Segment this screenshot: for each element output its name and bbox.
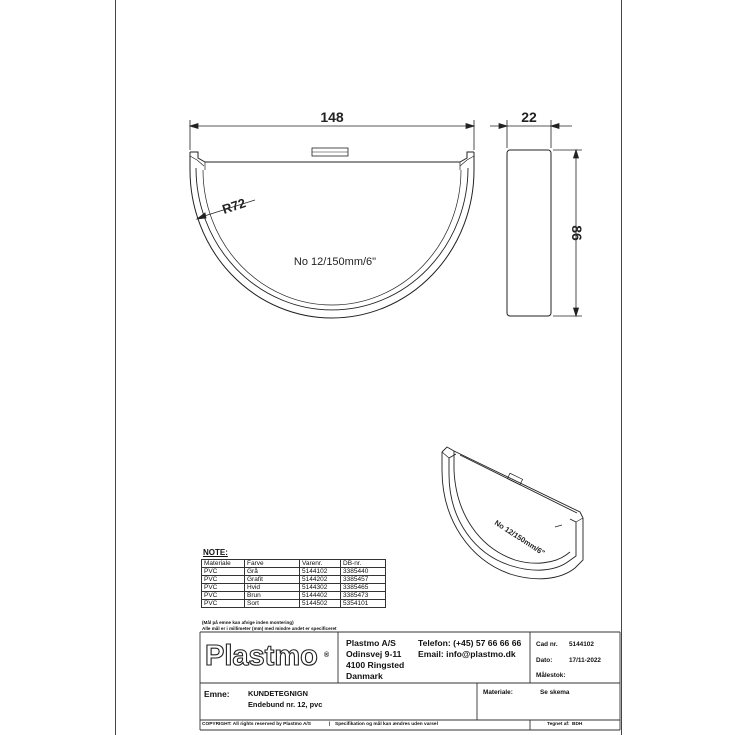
cell: 5144202 <box>300 576 341 584</box>
company-country: Danmark <box>346 671 383 681</box>
cell: 5144102 <box>300 568 341 576</box>
company-phone: Telefon: (+45) 57 66 66 66 <box>418 638 522 648</box>
cell: 3385440 <box>341 568 386 576</box>
subject-subtitle: Endebund nr. 12, pvc <box>248 700 323 709</box>
isometric-view <box>442 447 583 579</box>
iso-part-label: No 12/150mm/6" <box>492 518 547 558</box>
cell: 3385473 <box>341 592 386 600</box>
cell: Hvid <box>245 584 300 592</box>
cell: PVC <box>202 600 245 608</box>
drawn-by-value: BDH <box>572 722 583 727</box>
cad-no-label: Cad nr. <box>536 641 558 648</box>
side-view <box>507 150 551 316</box>
cell: 3385457 <box>341 576 386 584</box>
cell: Grå <box>245 568 300 576</box>
cell: PVC <box>202 568 245 576</box>
plastmo-logo: Plastmo <box>205 640 318 672</box>
cell: 5144502 <box>300 600 341 608</box>
date-label: Dato: <box>536 657 553 664</box>
table-row <box>202 576 386 584</box>
table-row <box>202 600 386 608</box>
dim-86-label: 86 <box>569 225 585 241</box>
cell: 5354101 <box>341 600 386 608</box>
drawn-by-label: Tegnet af: <box>547 722 570 727</box>
spec-disclaimer: Specifikation og mål kan ændres uden varsel <box>335 722 438 727</box>
dim-148-label: 148 <box>320 109 344 125</box>
front-part-label: No 12/150mm/6" <box>293 256 377 268</box>
table-header-row <box>202 560 386 568</box>
table-row <box>202 584 386 592</box>
front-view <box>190 148 474 318</box>
dim-22-label: 22 <box>521 109 537 125</box>
table-row <box>202 568 386 576</box>
col-header-db-no: DB-nr. <box>341 560 386 568</box>
cad-no-value: 5144102 <box>569 641 594 648</box>
registered-mark: ® <box>324 652 330 659</box>
col-header-color: Farve <box>245 560 300 568</box>
cell: 5144402 <box>300 592 341 600</box>
subject-label: Emne: <box>204 689 230 699</box>
note-title: NOTE: <box>203 548 228 557</box>
variant-table <box>201 559 386 608</box>
note-remark-tolerance: (Mål på emne kan afvige inden montering) <box>202 620 294 625</box>
material-label: Materiale: <box>483 689 513 696</box>
cell: Grafit <box>245 576 300 584</box>
col-header-item-no: Varenr. <box>300 560 341 568</box>
table-row <box>202 592 386 600</box>
company-email: Email: info@plastmo.dk <box>418 649 516 659</box>
company-street: Odinsvej 9-11 <box>346 649 402 659</box>
col-header-material: Materiale <box>202 560 245 568</box>
company-name: Plastmo A/S <box>346 638 396 648</box>
note-remark-units: Alle mål er i millimeter (mm) med mindre andet er specificeret <box>202 626 337 631</box>
copyright-text: COPYRIGHT: All rights reserved by Plastmo A/S <box>202 722 311 727</box>
dim-radius-label: R72 <box>220 195 248 217</box>
date-value: 17/11-2022 <box>569 657 601 664</box>
cell: PVC <box>202 584 245 592</box>
subject-title: KUNDETEGNIGN <box>248 689 308 698</box>
cell: PVC <box>202 592 245 600</box>
company-city: 4100 Ringsted <box>346 660 405 670</box>
scale-label: Målestok: <box>536 672 566 679</box>
cell: PVC <box>202 576 245 584</box>
cell: Brun <box>245 592 300 600</box>
footer-separator: | <box>329 722 331 727</box>
cell: 3385465 <box>341 584 386 592</box>
material-value: Se skema <box>540 689 570 696</box>
cell: Sort <box>245 600 300 608</box>
cell: 5144302 <box>300 584 341 592</box>
